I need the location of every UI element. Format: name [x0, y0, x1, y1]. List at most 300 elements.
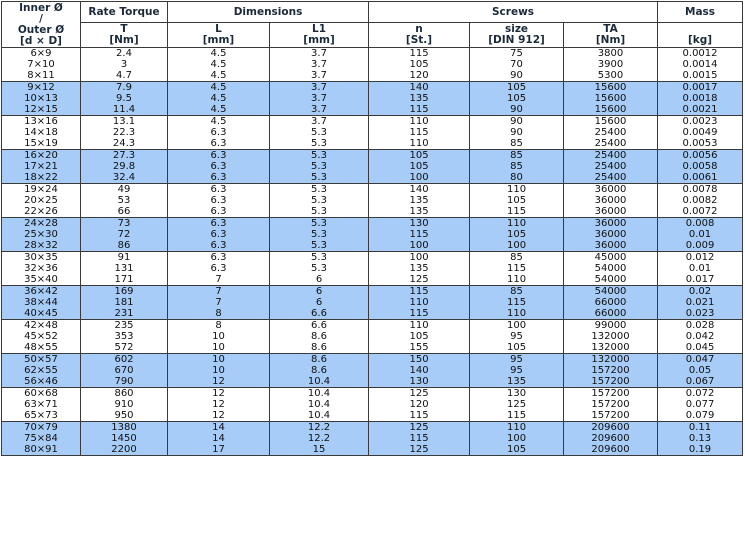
table-row — [2, 376, 743, 388]
screw-size-cell: 80 — [470, 172, 564, 184]
mass-cell: 0.0021 — [658, 104, 743, 116]
table-row — [2, 433, 743, 444]
TA-cell: 3900 — [564, 59, 658, 70]
torque-cell: 572 — [81, 342, 168, 354]
mass-cell: 0.021 — [658, 297, 743, 308]
table-row — [2, 342, 743, 354]
size-unit: [DIN 912] — [488, 34, 545, 46]
screw-size-cell: 85 — [470, 150, 564, 162]
mass-cell: 0.0082 — [658, 195, 743, 206]
torque-cell: 86 — [81, 240, 168, 252]
L-cell: 4.5 — [168, 48, 270, 60]
L-cell: 6.3 — [168, 206, 270, 218]
n-cell: 115 — [369, 104, 470, 116]
T-unit: [Nm] — [109, 34, 139, 46]
torque-cell: 131 — [81, 263, 168, 274]
inner-outer-header — [2, 2, 81, 48]
table-row — [2, 308, 743, 320]
table-row — [2, 274, 743, 286]
table-row — [2, 286, 743, 298]
L1-label: L1 — [312, 23, 326, 35]
size-cell: 8×11 — [2, 70, 81, 82]
screw-size-cell: 105 — [470, 93, 564, 104]
table-row — [2, 218, 743, 230]
torque-cell: 4.7 — [81, 70, 168, 82]
L-cell: 14 — [168, 422, 270, 434]
size-cell: 16×20 — [2, 150, 81, 162]
torque-T-header — [81, 23, 168, 48]
screws-header: Screws — [369, 2, 658, 23]
L1-cell: 15 — [270, 444, 369, 456]
table-row — [2, 297, 743, 308]
table-row — [2, 422, 743, 434]
L1-cell: 6.6 — [270, 320, 369, 332]
mass-cell: 0.05 — [658, 365, 743, 376]
TA-cell: 99000 — [564, 320, 658, 332]
n-unit: [St.] — [405, 34, 433, 46]
mass-cell: 0.0012 — [658, 48, 743, 60]
TA-cell: 209600 — [564, 444, 658, 456]
table-row — [2, 70, 743, 82]
screw-size-cell: 115 — [470, 297, 564, 308]
n-cell: 135 — [369, 195, 470, 206]
table-row — [2, 229, 743, 240]
n-cell: 100 — [369, 252, 470, 264]
TA-cell: 132000 — [564, 354, 658, 366]
screw-size-cell: 90 — [470, 116, 564, 128]
TA-cell: 66000 — [564, 308, 658, 320]
size-cell: 45×52 — [2, 331, 81, 342]
n-cell: 115 — [369, 286, 470, 298]
size-cell: 32×36 — [2, 263, 81, 274]
L-cell: 7 — [168, 286, 270, 298]
table-row — [2, 206, 743, 218]
size-cell: 18×22 — [2, 172, 81, 184]
L1-cell: 10.4 — [270, 410, 369, 422]
mass-cell: 0.079 — [658, 410, 743, 422]
screw-size-cell: 70 — [470, 59, 564, 70]
torque-cell: 353 — [81, 331, 168, 342]
table-row — [2, 48, 743, 60]
spec-table-body — [2, 48, 743, 456]
torque-cell: 181 — [81, 297, 168, 308]
L1-cell: 5.3 — [270, 161, 369, 172]
mass-cell: 0.0072 — [658, 206, 743, 218]
size-cell: 7×10 — [2, 59, 81, 70]
screw-size-cell: 115 — [470, 206, 564, 218]
n-label: n — [415, 23, 423, 35]
TA-cell: 157200 — [564, 388, 658, 400]
size-cell: 13×16 — [2, 116, 81, 128]
coupling-spec-table — [1, 1, 743, 456]
torque-cell: 235 — [81, 320, 168, 332]
TA-cell: 36000 — [564, 195, 658, 206]
TA-cell: 157200 — [564, 376, 658, 388]
torque-cell: 32.4 — [81, 172, 168, 184]
size-cell: 28×32 — [2, 240, 81, 252]
table-row — [2, 331, 743, 342]
L-cell: 8 — [168, 308, 270, 320]
n-cell: 110 — [369, 297, 470, 308]
TA-cell: 54000 — [564, 263, 658, 274]
table-row — [2, 172, 743, 184]
table-row — [2, 263, 743, 274]
L1-cell: 5.3 — [270, 138, 369, 150]
rate-torque-header: Rate Torque — [81, 2, 168, 23]
torque-cell: 66 — [81, 206, 168, 218]
n-cell: 105 — [369, 150, 470, 162]
outer-label: Outer Ø — [17, 23, 65, 36]
table-row — [2, 365, 743, 376]
L-cell: 14 — [168, 433, 270, 444]
n-cell: 140 — [369, 82, 470, 94]
size-label: size — [504, 23, 529, 35]
L1-cell: 10.4 — [270, 399, 369, 410]
L-cell: 6.3 — [168, 127, 270, 138]
size-cell: 25×30 — [2, 229, 81, 240]
L-cell: 6.3 — [168, 252, 270, 264]
table-row — [2, 184, 743, 196]
torque-cell: 13.1 — [81, 116, 168, 128]
torque-cell: 22.3 — [81, 127, 168, 138]
TA-cell: 25400 — [564, 161, 658, 172]
mass-cell: 0.0049 — [658, 127, 743, 138]
TA-cell: 132000 — [564, 331, 658, 342]
screw-size-cell: 105 — [470, 342, 564, 354]
size-cell: 56×46 — [2, 376, 81, 388]
size-cell: 30×35 — [2, 252, 81, 264]
size-header — [470, 23, 564, 48]
TA-cell: 157200 — [564, 365, 658, 376]
torque-cell: 24.3 — [81, 138, 168, 150]
table-row — [2, 410, 743, 422]
table-row — [2, 138, 743, 150]
slash-label: / — [39, 12, 43, 25]
n-cell: 115 — [369, 48, 470, 60]
screw-size-cell: 95 — [470, 331, 564, 342]
mass-cell: 0.067 — [658, 376, 743, 388]
TA-cell: 3800 — [564, 48, 658, 60]
mass-cell: 0.047 — [658, 354, 743, 366]
TA-cell: 54000 — [564, 286, 658, 298]
TA-cell: 157200 — [564, 410, 658, 422]
torque-cell: 1380 — [81, 422, 168, 434]
L1-unit: [mm] — [303, 34, 335, 46]
screw-size-cell: 95 — [470, 365, 564, 376]
screw-size-cell: 100 — [470, 433, 564, 444]
L-cell: 6.3 — [168, 195, 270, 206]
L1-header — [270, 23, 369, 48]
size-cell: 35×40 — [2, 274, 81, 286]
screw-size-cell: 135 — [470, 376, 564, 388]
L1-cell: 8.6 — [270, 365, 369, 376]
TA-cell: 36000 — [564, 240, 658, 252]
mass-cell: 0.0018 — [658, 93, 743, 104]
L-cell: 6.3 — [168, 229, 270, 240]
L-cell: 4.5 — [168, 93, 270, 104]
mass-cell: 0.072 — [658, 388, 743, 400]
torque-cell: 171 — [81, 274, 168, 286]
size-cell: 63×71 — [2, 399, 81, 410]
L-cell: 6.3 — [168, 138, 270, 150]
TA-cell: 15600 — [564, 104, 658, 116]
dxD-label: [d × D] — [20, 34, 62, 47]
mass-header: Mass — [658, 2, 743, 23]
torque-cell: 1450 — [81, 433, 168, 444]
size-cell: 10×13 — [2, 93, 81, 104]
mass-cell: 0.0078 — [658, 184, 743, 196]
table-row — [2, 127, 743, 138]
mass-cell: 0.009 — [658, 240, 743, 252]
torque-cell: 602 — [81, 354, 168, 366]
n-cell: 135 — [369, 93, 470, 104]
n-cell: 130 — [369, 218, 470, 230]
L-cell: 4.5 — [168, 70, 270, 82]
L-cell: 7 — [168, 274, 270, 286]
size-cell: 14×18 — [2, 127, 81, 138]
size-cell: 22×26 — [2, 206, 81, 218]
table-row — [2, 59, 743, 70]
torque-cell: 73 — [81, 218, 168, 230]
table-row — [2, 82, 743, 94]
TA-cell: 25400 — [564, 127, 658, 138]
torque-cell: 950 — [81, 410, 168, 422]
L1-cell: 8.6 — [270, 342, 369, 354]
L1-cell: 3.7 — [270, 116, 369, 128]
L-cell: 17 — [168, 444, 270, 456]
torque-cell: 860 — [81, 388, 168, 400]
L1-cell: 6 — [270, 286, 369, 298]
torque-cell: 2.4 — [81, 48, 168, 60]
L1-cell: 6 — [270, 297, 369, 308]
screw-size-cell: 125 — [470, 399, 564, 410]
torque-cell: 11.4 — [81, 104, 168, 116]
n-cell: 125 — [369, 444, 470, 456]
size-cell: 62×55 — [2, 365, 81, 376]
screw-size-cell: 105 — [470, 444, 564, 456]
torque-cell: 670 — [81, 365, 168, 376]
L-cell: 10 — [168, 354, 270, 366]
size-cell: 6×9 — [2, 48, 81, 60]
TA-cell: 209600 — [564, 433, 658, 444]
TA-label: TA — [603, 23, 618, 35]
size-cell: 60×68 — [2, 388, 81, 400]
screw-size-cell: 95 — [470, 354, 564, 366]
L-cell: 4.5 — [168, 82, 270, 94]
TA-cell: 157200 — [564, 399, 658, 410]
torque-cell: 7.9 — [81, 82, 168, 94]
screw-size-cell: 85 — [470, 286, 564, 298]
L1-cell: 5.3 — [270, 150, 369, 162]
n-cell: 125 — [369, 422, 470, 434]
L-cell: 6.3 — [168, 263, 270, 274]
n-cell: 140 — [369, 365, 470, 376]
torque-cell: 91 — [81, 252, 168, 264]
n-cell: 110 — [369, 138, 470, 150]
L1-cell: 3.7 — [270, 70, 369, 82]
size-cell: 75×84 — [2, 433, 81, 444]
screw-size-cell: 75 — [470, 48, 564, 60]
mass-cell: 0.0053 — [658, 138, 743, 150]
n-cell: 110 — [369, 320, 470, 332]
L-header — [168, 23, 270, 48]
screw-size-cell: 110 — [470, 308, 564, 320]
L-cell: 6.3 — [168, 172, 270, 184]
n-cell: 105 — [369, 161, 470, 172]
L1-cell: 5.3 — [270, 229, 369, 240]
L1-cell: 5.3 — [270, 240, 369, 252]
TA-cell: 132000 — [564, 342, 658, 354]
mass-cell: 0.0056 — [658, 150, 743, 162]
size-cell: 40×45 — [2, 308, 81, 320]
n-cell: 115 — [369, 308, 470, 320]
mass-cell: 0.045 — [658, 342, 743, 354]
TA-cell: 209600 — [564, 422, 658, 434]
n-cell: 115 — [369, 433, 470, 444]
size-cell: 42×48 — [2, 320, 81, 332]
n-header — [369, 23, 470, 48]
L1-cell: 6 — [270, 274, 369, 286]
mass-cell: 0.077 — [658, 399, 743, 410]
torque-cell: 2200 — [81, 444, 168, 456]
L-cell: 6.3 — [168, 150, 270, 162]
L1-cell: 5.3 — [270, 206, 369, 218]
TA-unit: [Nm] — [595, 34, 626, 46]
screw-size-cell: 115 — [470, 263, 564, 274]
n-cell: 100 — [369, 172, 470, 184]
L1-cell: 3.7 — [270, 82, 369, 94]
L1-cell: 10.4 — [270, 376, 369, 388]
size-cell: 15×19 — [2, 138, 81, 150]
n-cell: 115 — [369, 127, 470, 138]
L1-cell: 5.3 — [270, 184, 369, 196]
table-row — [2, 354, 743, 366]
screw-size-cell: 100 — [470, 320, 564, 332]
mass-cell: 0.01 — [658, 229, 743, 240]
table-row — [2, 116, 743, 128]
mass-cell: 0.0015 — [658, 70, 743, 82]
mass-cell: 0.11 — [658, 422, 743, 434]
L1-cell: 5.3 — [270, 127, 369, 138]
screw-size-cell: 130 — [470, 388, 564, 400]
screw-size-cell: 105 — [470, 195, 564, 206]
TA-cell: 25400 — [564, 138, 658, 150]
n-cell: 120 — [369, 70, 470, 82]
TA-cell: 36000 — [564, 229, 658, 240]
n-cell: 110 — [369, 116, 470, 128]
screw-size-cell: 90 — [470, 70, 564, 82]
L-cell: 10 — [168, 331, 270, 342]
n-cell: 135 — [369, 206, 470, 218]
mass-cell: 0.0023 — [658, 116, 743, 128]
TA-cell: 25400 — [564, 172, 658, 184]
mass-cell: 0.008 — [658, 218, 743, 230]
torque-cell: 231 — [81, 308, 168, 320]
mass-cell: 0.012 — [658, 252, 743, 264]
n-cell: 100 — [369, 240, 470, 252]
torque-cell: 27.3 — [81, 150, 168, 162]
TA-cell: 45000 — [564, 252, 658, 264]
L1-cell: 3.7 — [270, 48, 369, 60]
mass-cell: 0.0061 — [658, 172, 743, 184]
screw-size-cell: 85 — [470, 161, 564, 172]
L-cell: 8 — [168, 320, 270, 332]
L-cell: 6.3 — [168, 161, 270, 172]
L1-cell: 5.3 — [270, 195, 369, 206]
TA-cell: 36000 — [564, 218, 658, 230]
mass-cell: 0.0058 — [658, 161, 743, 172]
n-cell: 115 — [369, 229, 470, 240]
n-cell: 115 — [369, 410, 470, 422]
n-cell: 140 — [369, 184, 470, 196]
L1-cell: 3.7 — [270, 93, 369, 104]
size-cell: 48×55 — [2, 342, 81, 354]
table-row — [2, 444, 743, 456]
L-unit: [mm] — [202, 34, 235, 46]
screw-size-cell: 110 — [470, 274, 564, 286]
L1-cell: 12.2 — [270, 422, 369, 434]
L-cell: 10 — [168, 365, 270, 376]
n-cell: 135 — [369, 263, 470, 274]
n-cell: 105 — [369, 331, 470, 342]
size-cell: 9×12 — [2, 82, 81, 94]
L-cell: 6.3 — [168, 218, 270, 230]
size-cell: 80×91 — [2, 444, 81, 456]
table-row — [2, 399, 743, 410]
L-cell: 12 — [168, 388, 270, 400]
TA-cell: 36000 — [564, 206, 658, 218]
TA-cell: 36000 — [564, 184, 658, 196]
TA-cell: 54000 — [564, 274, 658, 286]
screw-size-cell: 110 — [470, 184, 564, 196]
screw-size-cell: 110 — [470, 218, 564, 230]
table-row — [2, 320, 743, 332]
n-cell: 120 — [369, 399, 470, 410]
size-cell: 38×44 — [2, 297, 81, 308]
torque-cell: 790 — [81, 376, 168, 388]
dimensions-header: Dimensions — [168, 2, 369, 23]
torque-cell: 29.8 — [81, 161, 168, 172]
n-cell: 150 — [369, 354, 470, 366]
L-cell: 12 — [168, 376, 270, 388]
n-cell: 125 — [369, 274, 470, 286]
size-cell: 50×57 — [2, 354, 81, 366]
table-row — [2, 388, 743, 400]
n-cell: 155 — [369, 342, 470, 354]
T-label: T — [120, 23, 128, 35]
mass-cell: 0.023 — [658, 308, 743, 320]
screw-size-cell: 90 — [470, 104, 564, 116]
screw-size-cell: 105 — [470, 82, 564, 94]
L1-cell: 5.3 — [270, 218, 369, 230]
L-cell: 6.3 — [168, 184, 270, 196]
size-cell: 12×15 — [2, 104, 81, 116]
TA-cell: 15600 — [564, 82, 658, 94]
L1-cell: 5.3 — [270, 252, 369, 264]
L-cell: 12 — [168, 410, 270, 422]
L1-cell: 5.3 — [270, 263, 369, 274]
L-cell: 10 — [168, 342, 270, 354]
size-cell: 65×73 — [2, 410, 81, 422]
size-cell: 70×79 — [2, 422, 81, 434]
size-cell: 17×21 — [2, 161, 81, 172]
TA-cell: 15600 — [564, 93, 658, 104]
torque-cell: 49 — [81, 184, 168, 196]
L1-cell: 3.7 — [270, 59, 369, 70]
torque-cell: 72 — [81, 229, 168, 240]
torque-cell: 169 — [81, 286, 168, 298]
inner-label: Inner Ø — [19, 1, 63, 14]
